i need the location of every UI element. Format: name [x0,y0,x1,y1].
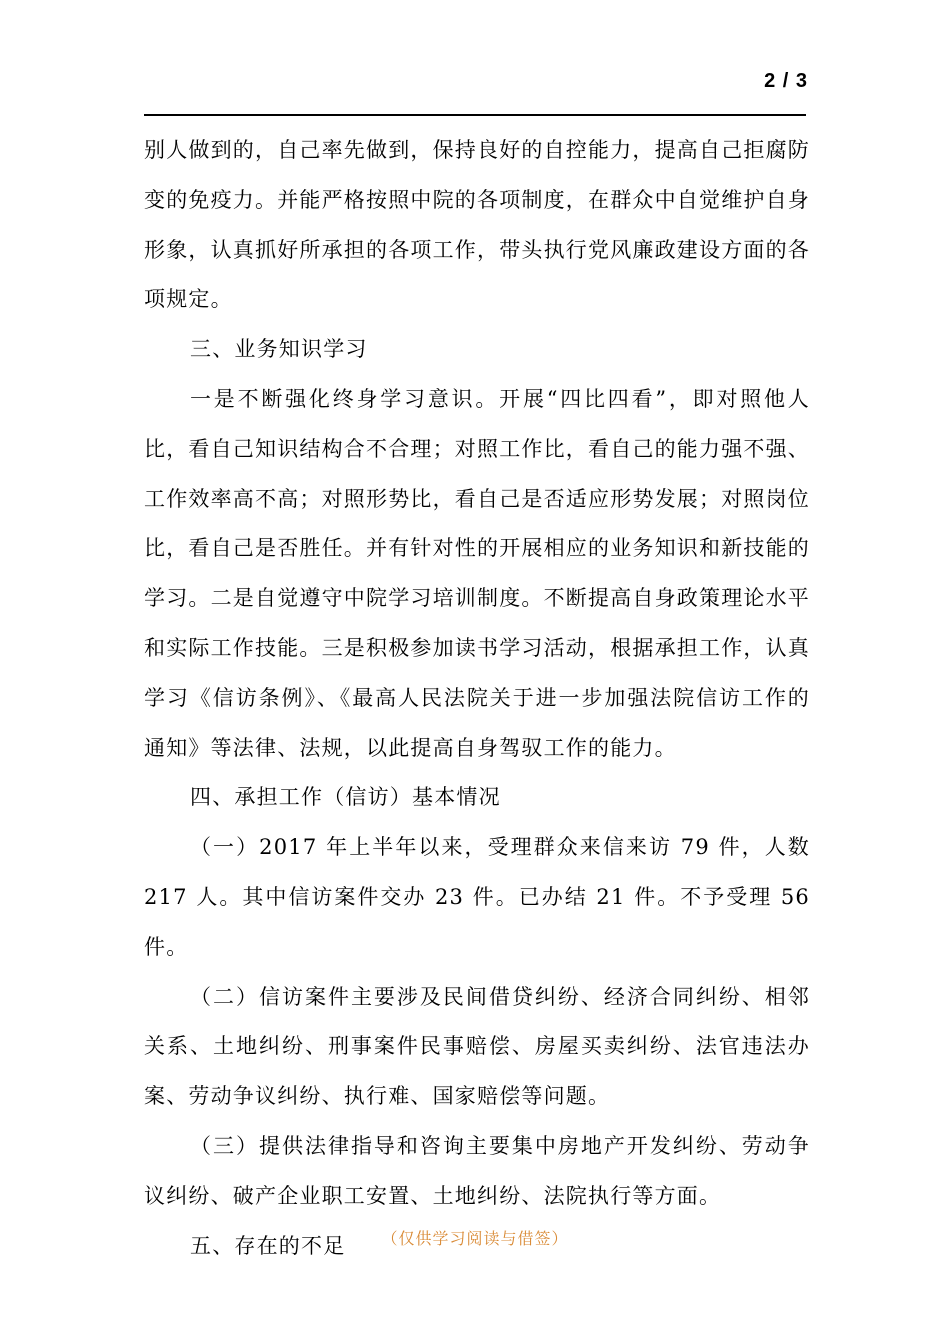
section-heading-business-knowledge: 三、业务知识学习 [190,337,368,362]
document-body [144,126,810,1271]
section-heading-work-status: 四、承担工作（信访）基本情况 [190,785,501,810]
section-heading-shortcomings: 五、存在的不足 [190,1233,346,1258]
paragraph-statistics: （一）2017 年上半年以来，受理群众来信来访 79 件，人数 217 人。其中信访案件交办 23 件。已办结 21 件。不予受理 56 件。 [144,835,810,959]
paragraph-legal-guidance: （三）提供法律指导和咨询主要集中房地产开发纠纷、劳动争议纠纷、破产企业职工安置、土地纠纷、法院执行等方面。 [144,1133,810,1208]
paragraph-learning: 一是不断强化终身学习意识。开展“四比四看”，即对照他人比，看自己知识结构合不合理；对照工作比，看自己的能力强不强、工作效率高不高；对照形势比，看自己是否适应形势发展；对照岗位比，看自己是否胜任。并有针对性的开展相应的业务知识和新技能的学习。二是自觉遵守中院学习培训制度。不断提高自身政策理论水平和实际工作技能。三是积极参加读书学习活动，根据承担工作，认真学习《信访条例》、《最高人民法院关于进一步加强法院信访工作的通知》等法律、法规，以此提高自身驾驭工作的能力。 [144,386,810,760]
paragraph-case-types: （二）信访案件主要涉及民间借贷纠纷、经济合同纠纷、相邻关系、土地纠纷、刑事案件民事赔偿、房屋买卖纠纷、法官违法办案、劳动争议纠纷、执行难、国家赔偿等问题。 [144,984,810,1109]
page-number: 2 / 3 [764,70,808,92]
header-divider [144,114,806,116]
footer-note: （仅供学习阅读与借签） [381,1229,569,1248]
paragraph-continuation: 别人做到的，自己率先做到，保持良好的自控能力，提高自己拒腐防变的免疫力。并能严格按照中院的各项制度，在群众中自觉维护自身形象，认真抓好所承担的各项工作，带头执行党风廉政建设方面的各项规定。 [144,138,810,312]
